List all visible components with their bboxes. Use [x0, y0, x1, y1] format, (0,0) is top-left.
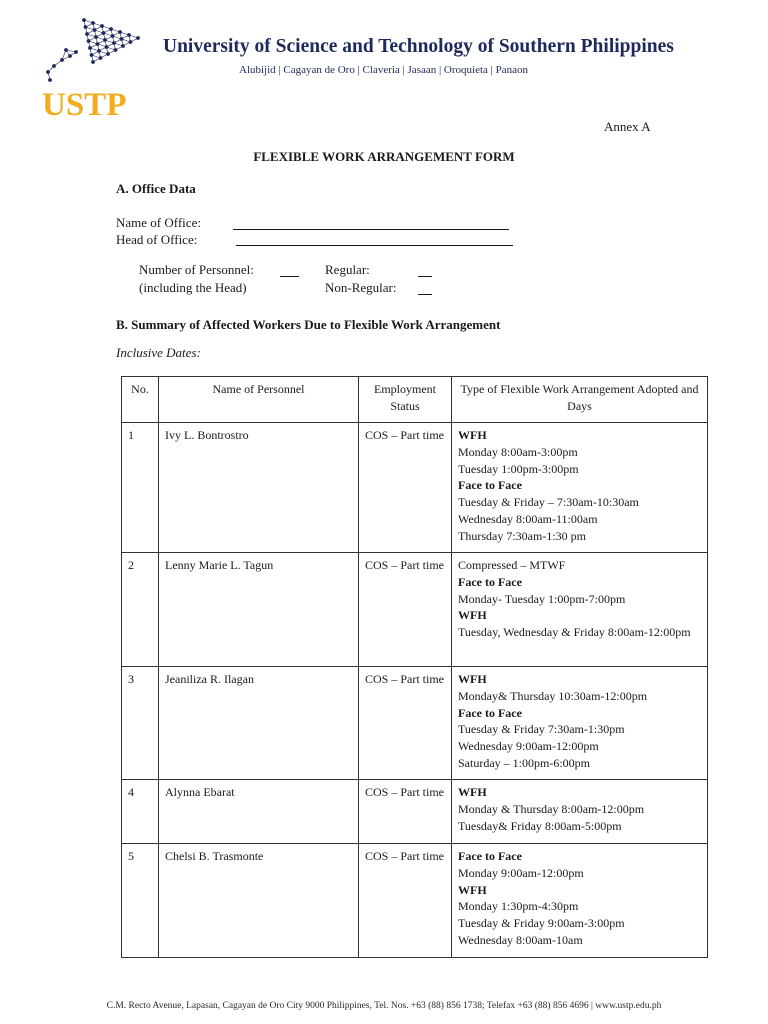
row-no: 3: [122, 667, 159, 780]
row-schedule: [452, 553, 708, 667]
schedule-line: Thursday 7:30am-1:30 pm: [458, 528, 586, 543]
schedule-line: WFH: [458, 785, 487, 799]
schedule-line: Wednesday 9:00am-12:00pm: [458, 739, 599, 754]
annex-label: Annex A: [604, 119, 651, 134]
row-status: COS – Part time: [359, 553, 452, 667]
schedule-line: Monday- Tuesday 1:00pm-7:00pm: [458, 591, 626, 606]
number-of-personnel-field[interactable]: [280, 276, 299, 277]
row-status: COS – Part time: [359, 667, 452, 780]
name-of-office-field[interactable]: [233, 229, 509, 230]
header-status: Employment Status: [359, 377, 452, 423]
table-row: [122, 423, 708, 553]
schedule-line: Monday 8:00am-3:00pm: [458, 444, 578, 459]
campus-list: Alubijid | Cagayan de Oro | Claveria | Jasaan | Oroquieta | Panaon: [239, 64, 528, 76]
form-title: FLEXIBLE WORK ARRANGEMENT FORM: [253, 149, 515, 164]
row-name: Jeaniliza R. Ilagan: [159, 667, 359, 780]
regular-label: Regular:: [325, 262, 370, 277]
schedule-line: WFH: [458, 428, 487, 442]
ustp-logo: [40, 12, 155, 122]
logo-network-graphic: [46, 18, 139, 81]
row-schedule: [452, 844, 708, 958]
schedule-line: Tuesday& Friday 8:00am-5:00pm: [458, 818, 622, 833]
section-b-heading: B. Summary of Affected Workers Due to Flexible Work Arrangement: [116, 317, 501, 332]
row-schedule: [452, 667, 708, 780]
schedule-line: Wednesday 8:00am-11:00am: [458, 511, 598, 526]
header-name: Name of Personnel: [159, 377, 359, 423]
schedule-line: Compressed – MTWF: [458, 558, 566, 572]
non-regular-label: Non-Regular:: [325, 280, 397, 295]
schedule-line: Face to Face: [458, 849, 522, 863]
schedule-line: Monday 1:30pm-4:30pm: [458, 899, 579, 914]
header-no: No.: [122, 377, 159, 423]
row-schedule: [452, 780, 708, 844]
personnel-table: [121, 376, 708, 958]
row-name: Chelsi B. Trasmonte: [159, 844, 359, 958]
row-schedule: [452, 423, 708, 553]
table-header-row: [122, 377, 708, 423]
logo-text: USTP: [42, 87, 127, 122]
head-of-office-field[interactable]: [236, 245, 513, 246]
schedule-line: Tuesday & Friday 9:00am-3:00pm: [458, 916, 625, 931]
row-status: COS – Part time: [359, 780, 452, 844]
row-no: 5: [122, 844, 159, 958]
head-of-office-label: Head of Office:: [116, 232, 198, 247]
inclusive-dates-label: Inclusive Dates:: [116, 345, 201, 360]
table-body: [122, 423, 708, 958]
schedule-line: Tuesday 1:00pm-3:00pm: [458, 461, 579, 476]
table-row: [122, 553, 708, 667]
row-no: 2: [122, 553, 159, 667]
schedule-line: Monday& Thursday 10:30am-12:00pm: [458, 688, 648, 703]
header-type: Type of Flexible Work Arrangement Adopted and Days: [452, 377, 708, 423]
table-row: [122, 780, 708, 844]
footer-address: C.M. Recto Avenue, Lapasan, Cagayan de Oro City 9000 Philippines, Tel. Nos. +63 (88) 856 1738; Telefax +63 (88) 856 4696 | www.ustp.edu.ph: [106, 1001, 662, 1011]
number-of-personnel-label: Number of Personnel:: [139, 262, 254, 277]
row-name: Lenny Marie L. Tagun: [159, 553, 359, 667]
row-status: COS – Part time: [359, 423, 452, 553]
row-name: Ivy L. Bontrostro: [159, 423, 359, 553]
schedule-line: Face to Face: [458, 705, 522, 720]
schedule-line: Saturday – 1:00pm-6:00pm: [458, 755, 590, 770]
regular-field[interactable]: [418, 276, 432, 277]
schedule-line: Tuesday & Friday – 7:30am-10:30am: [458, 495, 639, 510]
row-no: 4: [122, 780, 159, 844]
schedule-line: Tuesday, Wednesday & Friday 8:00am-12:00pm: [458, 625, 691, 640]
table-row: [122, 844, 708, 958]
schedule-line: Tuesday & Friday 7:30am-1:30pm: [458, 722, 625, 737]
university-name: University of Science and Technology of Southern Philippines: [163, 36, 674, 57]
schedule-line: Wednesday 8:00am-10am: [458, 932, 583, 947]
table-row: [122, 667, 708, 780]
row-no: 1: [122, 423, 159, 553]
including-head-note: (including the Head): [139, 280, 247, 295]
schedule-line: Face to Face: [458, 574, 522, 589]
schedule-line: Monday & Thursday 8:00am-12:00pm: [458, 801, 645, 816]
section-a-heading: A. Office Data: [116, 181, 196, 196]
row-name: Alynna Ebarat: [159, 780, 359, 844]
row-status: COS – Part time: [359, 844, 452, 958]
schedule-line: WFH: [458, 672, 487, 686]
schedule-line: WFH: [458, 608, 487, 623]
name-of-office-label: Name of Office:: [116, 215, 201, 230]
non-regular-field[interactable]: [418, 294, 432, 295]
schedule-line: WFH: [458, 882, 487, 897]
schedule-line: Face to Face: [458, 478, 522, 493]
schedule-line: Monday 9:00am-12:00pm: [458, 865, 584, 880]
